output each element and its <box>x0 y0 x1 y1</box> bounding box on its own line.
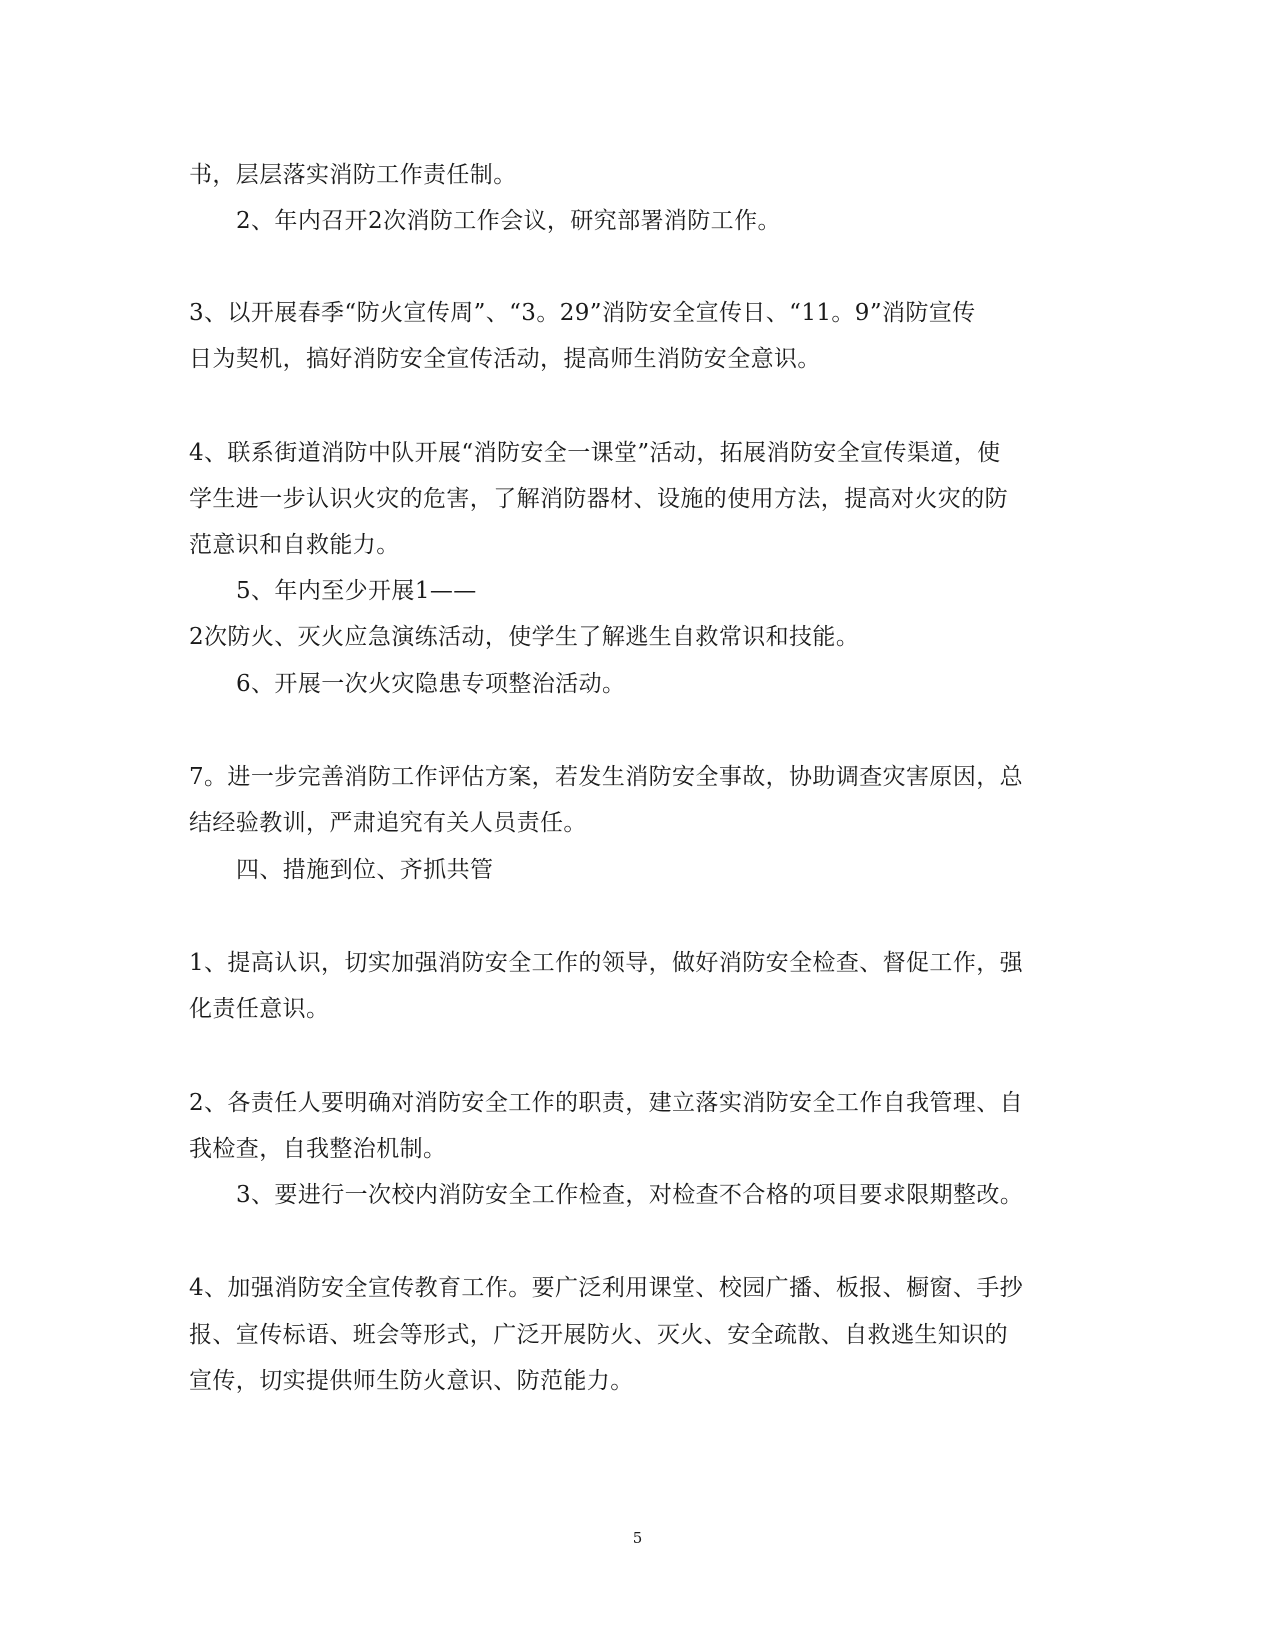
text-line: 2次防火、灭火应急演练活动，使学生了解逃生自救常识和技能。 <box>189 624 860 650</box>
text-line: 结经验教训，严肃追究有关人员责任。 <box>189 810 587 836</box>
text-line: 范意识和自救能力。 <box>189 532 400 558</box>
text-line: 1、提高认识，切实加强消防安全工作的领导，做好消防安全检查、督促工作，强 <box>189 950 1024 976</box>
page-number: 5 <box>632 1529 643 1547</box>
text-line: 学生进一步认识火灾的危害，了解消防器材、设施的使用方法，提高对火灾的防 <box>189 486 1008 512</box>
text-line: 3、要进行一次校内消防安全工作检查，对检查不合格的项目要求限期整改。 <box>236 1182 1024 1208</box>
text-line: 化责任意识。 <box>189 996 330 1022</box>
text-line: 6、开展一次火灾隐患专项整治活动。 <box>236 671 626 697</box>
text-line: 四、措施到位、齐抓共管 <box>236 857 494 883</box>
text-line: 4、联系街道消防中队开展“消防安全一课堂”活动，拓展消防安全宣传渠道，使 <box>189 440 1001 466</box>
text-line: 4、加强消防安全宣传教育工作。要广泛利用课堂、校园广播、板报、橱窗、手抄 <box>189 1275 1024 1301</box>
text-line: 2、各责任人要明确对消防安全工作的职责，建立落实消防安全工作自我管理、自 <box>189 1090 1024 1116</box>
text-line: 书，层层落实消防工作责任制。 <box>189 162 517 188</box>
text-line: 报、宣传标语、班会等形式，广泛开展防火、灭火、安全疏散、自救逃生知识的 <box>189 1322 1008 1348</box>
text-line: 宣传，切实提供师生防火意识、防范能力。 <box>189 1368 634 1394</box>
text-line: 7。进一步完善消防工作评估方案，若发生消防安全事故，协助调查灾害原因，总 <box>189 764 1024 790</box>
text-line: 5、年内至少开展1—— <box>236 578 477 604</box>
text-line: 3、以开展春季“防火宣传周”、“3。29”消防安全宣传日、“11。9”消防宣传 <box>189 300 976 326</box>
text-line: 2、年内召开2次消防工作会议，研究部署消防工作。 <box>236 208 781 234</box>
text-line: 我检查，自我整治机制。 <box>189 1136 447 1162</box>
text-line: 日为契机，搞好消防安全宣传活动，提高师生消防安全意识。 <box>189 346 821 372</box>
